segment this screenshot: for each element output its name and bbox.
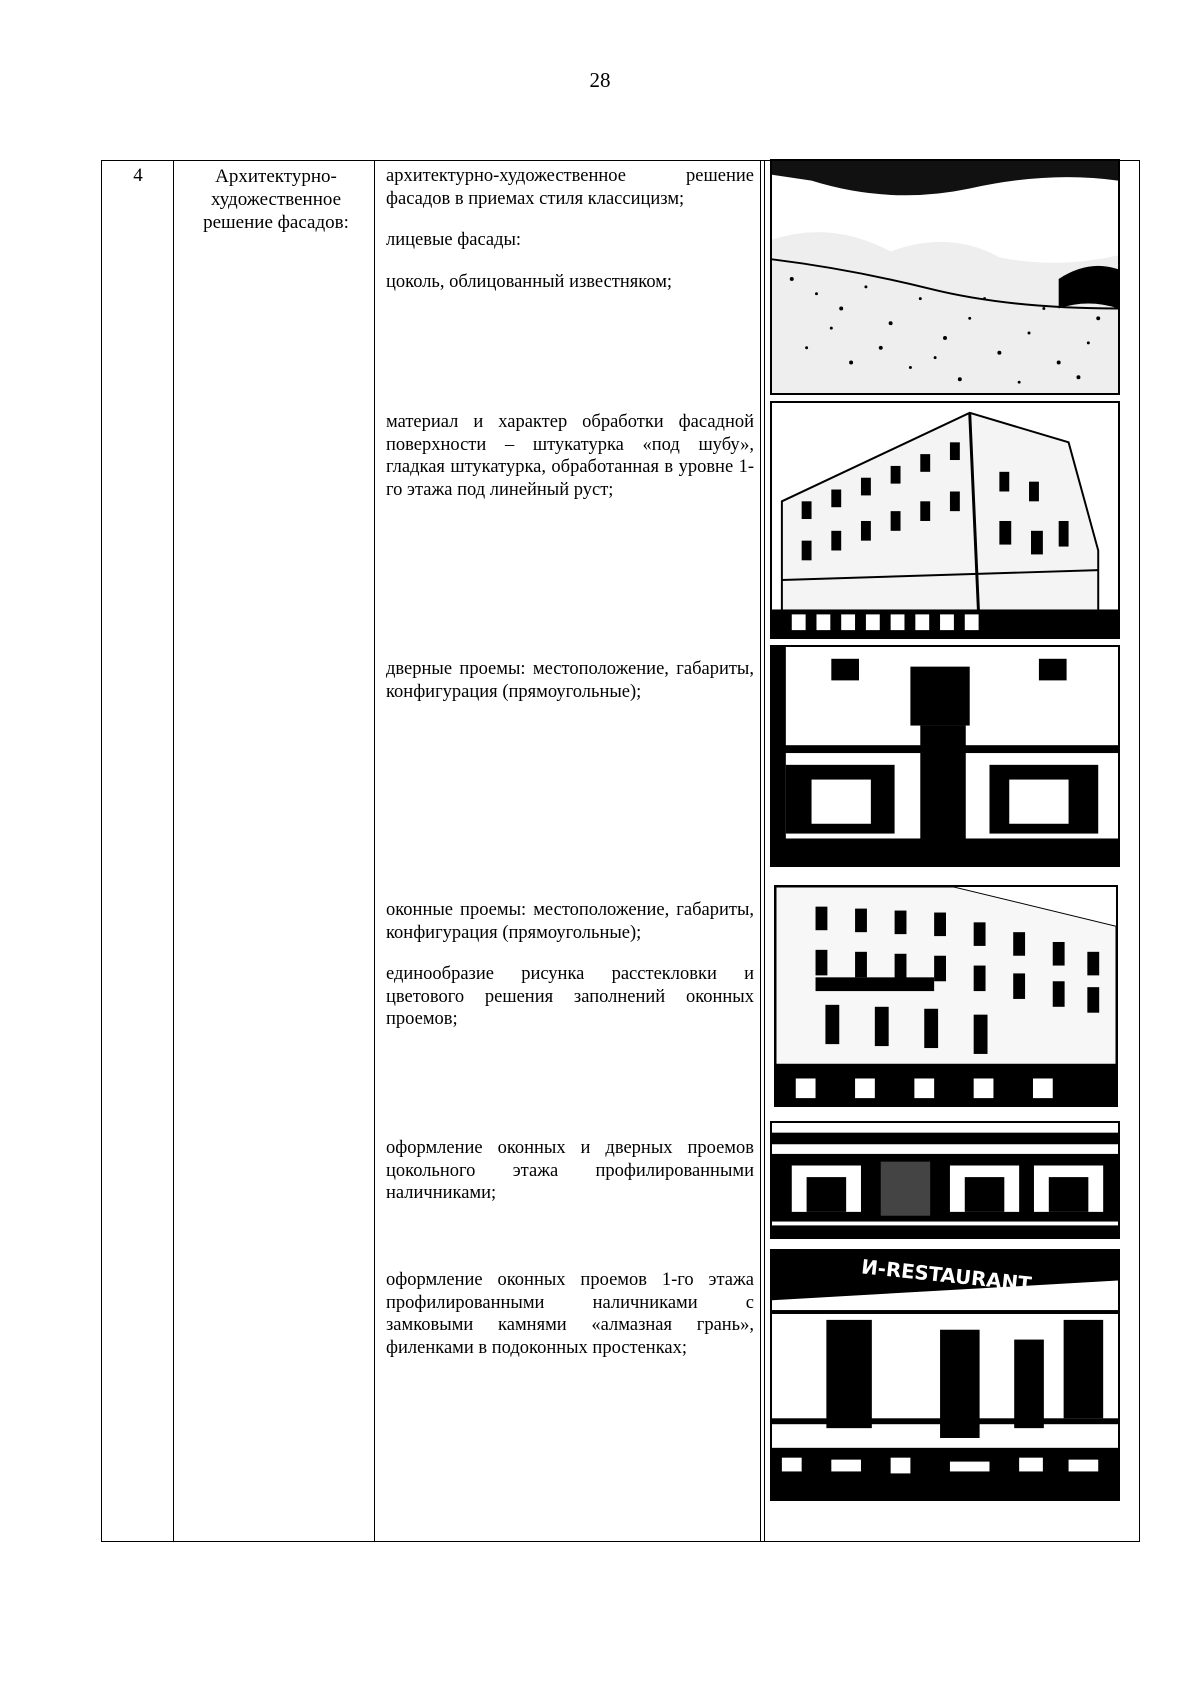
description-paragraph: дверные проемы: местоположение, габариты, конфигурация (прямоугольные);: [386, 659, 754, 702]
description-paragraph: оформление оконных и дверных проемов цокольного этажа профилированными наличниками;: [386, 1138, 754, 1203]
description-paragraph: оконные проемы: местоположение, габариты, конфигурация (прямоугольные);: [386, 900, 754, 943]
description-block: [386, 1137, 754, 1224]
description-block: [386, 165, 754, 312]
column-divider: [374, 161, 375, 1541]
description-block: [386, 899, 754, 1050]
basement-openings-photo: [770, 1121, 1120, 1239]
description-block: [386, 658, 754, 722]
description-paragraph: лицевые фасады:: [386, 230, 522, 250]
description-block: [386, 411, 754, 520]
row-title: Архитектурно-художественное решение фасадов:: [203, 166, 349, 233]
column-divider: [173, 161, 174, 1541]
description-paragraph: единообразие рисунка расстекловки и цветового решения заполнений оконных проемов;: [386, 964, 754, 1029]
description-block: [386, 1269, 754, 1378]
description-paragraph: оформление оконных проемов 1-го этажа профилированными наличниками с замковыми камнями «алмазная грань», филенками в подоконных простенках;: [386, 1270, 754, 1358]
description-paragraph: цоколь, облицованный известняком;: [386, 271, 673, 292]
column-divider: [760, 161, 761, 1541]
column-divider: [764, 161, 765, 1541]
doorway-photo: [770, 645, 1120, 867]
first-floor-windows-photo: [770, 1249, 1120, 1501]
limestone-plinth-photo: [770, 159, 1120, 395]
description-paragraph: архитектурно-художественное решение фасадов в приемах стиля классицизм;: [386, 166, 754, 209]
facade-windows-photo: [774, 885, 1118, 1107]
restaurant-sign: И-RESTAURANT: [860, 1255, 1033, 1296]
row-number: 4: [133, 165, 143, 186]
page-number: 28: [589, 68, 611, 92]
content-table: [101, 160, 1140, 1542]
description-paragraph: материал и характер обработки фасадной поверхности – штукатурка «под шубу», гладкая штукатурка, обработанная в уровне 1-го этажа под линейный руст;: [386, 412, 754, 500]
corner-building-photo: [770, 401, 1120, 639]
